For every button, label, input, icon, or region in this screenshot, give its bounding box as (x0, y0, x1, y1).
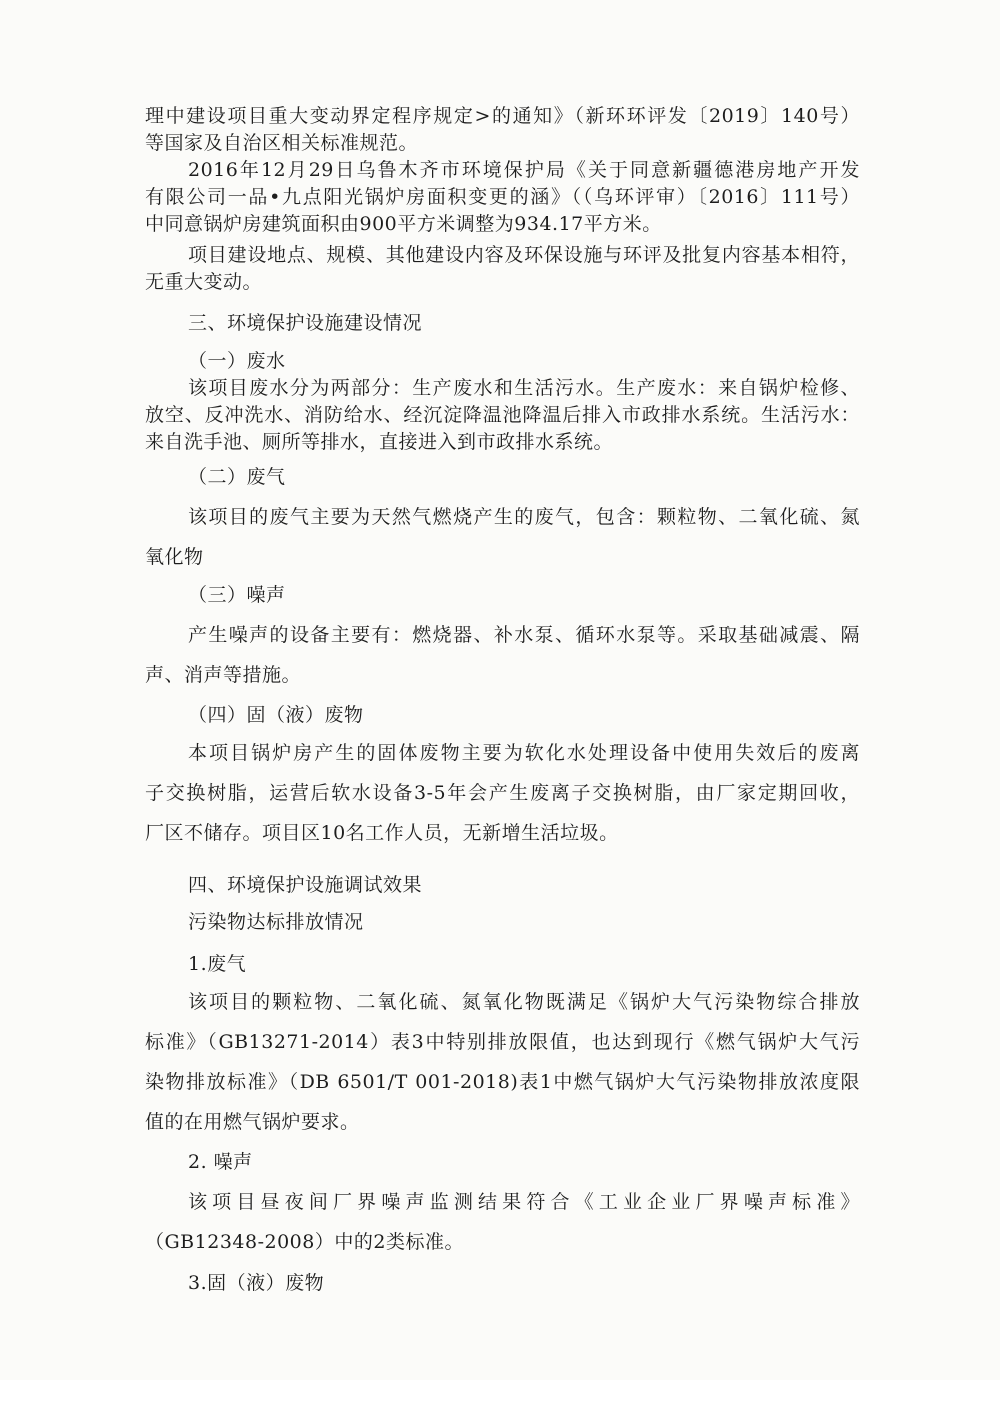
subsection-heading: （二）废气 (188, 466, 286, 488)
text-line: （GB12348-2008）中的2类标准。 (145, 1231, 464, 1253)
text-line: 产生噪声的设备主要有：燃烧器、补水泵、循环水泵等。采取基础减震、隔 (188, 624, 860, 646)
text-line: 值的在用燃气锅炉要求。 (145, 1111, 360, 1133)
text-line: 氧化物 (145, 546, 204, 568)
section-heading: 四、环境保护设施调试效果 (188, 874, 423, 896)
text-line: 该项目昼夜间厂界噪声监测结果符合《工业企业厂界噪声标准》 (188, 1191, 860, 1213)
text-line: 标准》（GB13271-2014）表3中特别排放限值，也达到现行《燃气锅炉大气污 (145, 1031, 860, 1053)
text-line: 放空、反冲洗水、消防给水、经沉淀降温池降温后排入市政排水系统。生活污水： (145, 404, 860, 426)
text-line: 来自洗手池、厕所等排水，直接进入到市政排水系统。 (145, 431, 614, 453)
text-line: 声、消声等措施。 (145, 664, 302, 686)
text-line: 本项目锅炉房产生的固体废物主要为软化水处理设备中使用失效后的废离 (188, 742, 860, 764)
subsection-heading: （三）噪声 (188, 584, 286, 606)
text-line: 染物排放标准》（DB 6501/T 001-2018)表1中燃气锅炉大气污染物排放浓度限 (145, 1071, 860, 1093)
text-line: 2016年12月29日乌鲁木齐市环境保护局《关于同意新疆德港房地产开发 (188, 159, 860, 181)
text-line: 子交换树脂，运营后软水设备3-5年会产生废离子交换树脂，由厂家定期回收， (145, 782, 860, 804)
subsection-heading: 3.固（液）废物 (188, 1272, 325, 1294)
text-line: 等国家及自治区相关标准规范。 (145, 132, 419, 154)
text-line: 有限公司一品•九点阳光锅炉房面积变更的涵》（（乌环评审）〔2016〕111号） (145, 186, 860, 208)
text-line: 该项目的颗粒物、二氧化硫、氮氧化物既满足《锅炉大气污染物综合排放 (188, 991, 860, 1013)
subsection-heading: 2. 噪声 (188, 1151, 253, 1173)
text-line: 该项目废水分为两部分：生产废水和生活污水。生产废水：来自锅炉检修、 (188, 377, 860, 399)
section-heading: 三、环境保护设施建设情况 (188, 312, 423, 334)
text-line: 中同意锅炉房建筑面积由900平方米调整为934.17平方米。 (145, 213, 662, 235)
text-line: 理中建设项目重大变动界定程序规定>的通知》（新环环评发〔2019〕140号） (145, 105, 860, 127)
subsection-heading: （一）废水 (188, 350, 286, 372)
text-line: 该项目的废气主要为天然气燃烧产生的废气，包含：颗粒物、二氧化硫、氮 (188, 506, 860, 528)
text-line: 项目建设地点、规模、其他建设内容及环保设施与环评及批复内容基本相符， (188, 244, 860, 266)
subsection-heading: 1.废气 (188, 953, 247, 975)
subsection-heading: 污染物达标排放情况 (188, 911, 364, 933)
page-bottom-margin (0, 1380, 1000, 1426)
text-line: 厂区不储存。项目区10名工作人员，无新增生活垃圾。 (145, 822, 619, 844)
text-line: 无重大变动。 (145, 271, 263, 293)
subsection-heading: （四）固（液）废物 (188, 704, 364, 726)
